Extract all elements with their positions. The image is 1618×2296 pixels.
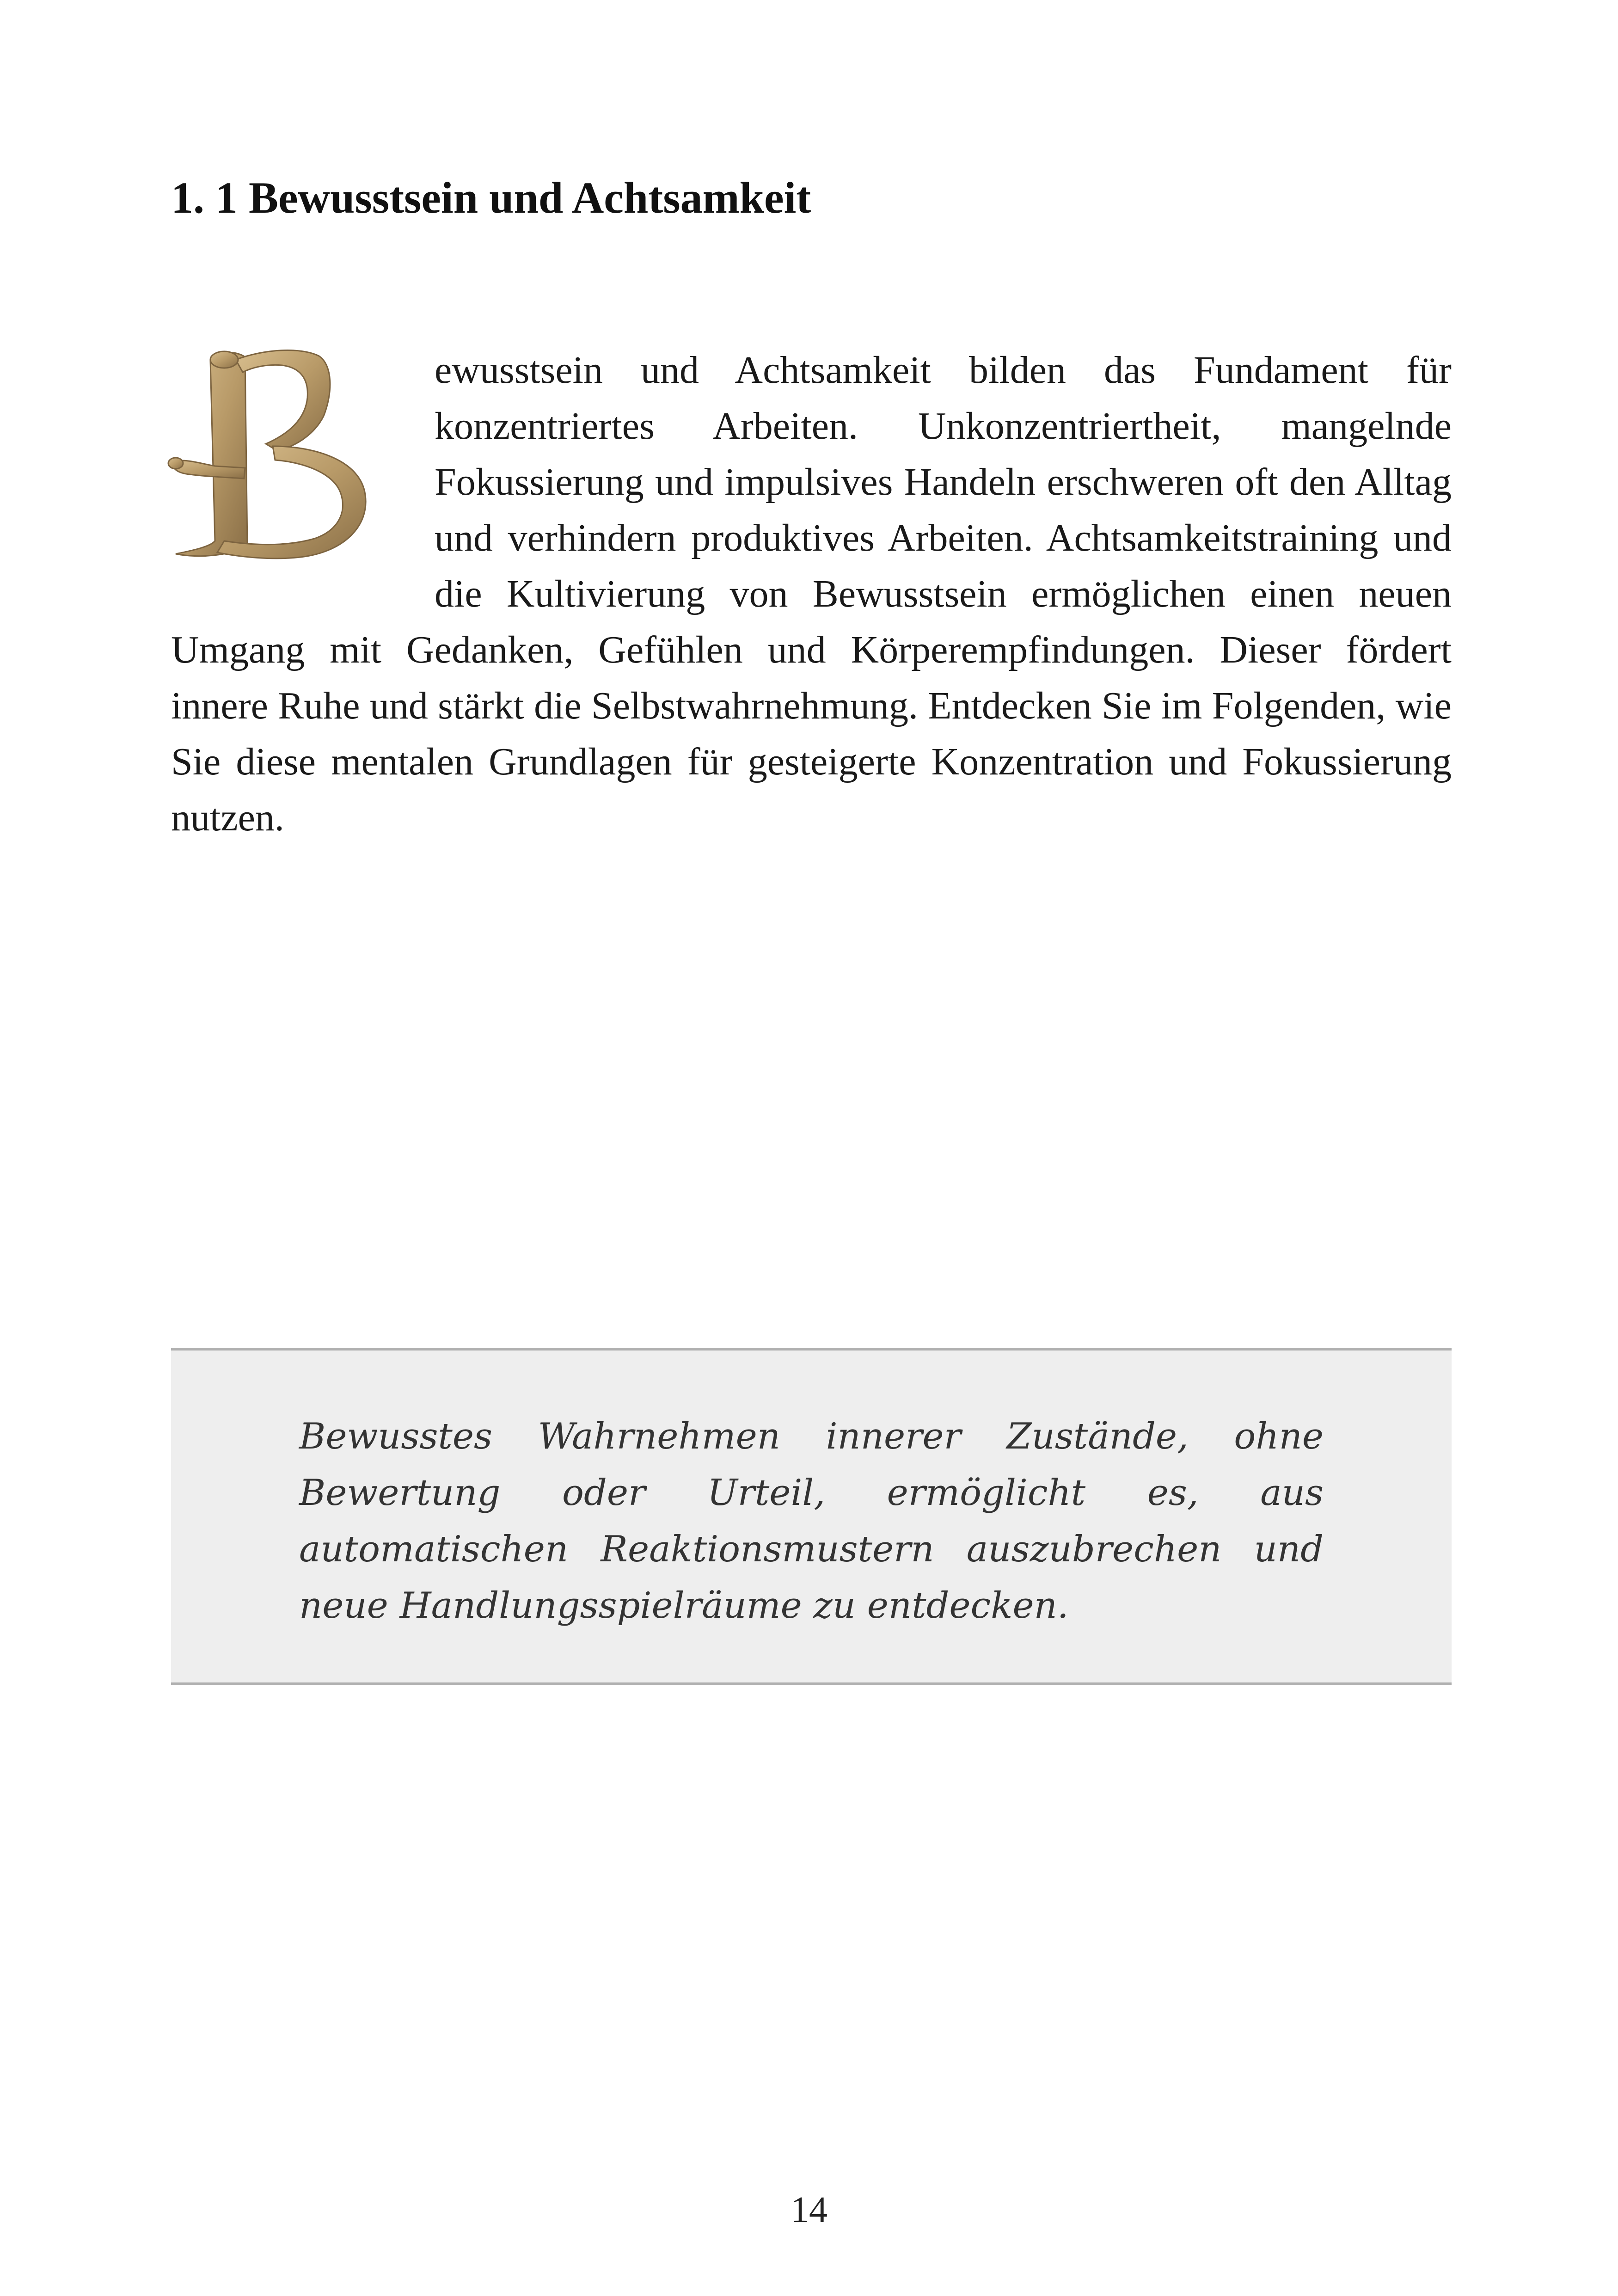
quote-box <box>171 1348 1452 1685</box>
intro-paragraph <box>171 342 1452 846</box>
intro-paragraph-text: ewusstsein und Achtsamkeit bilden das Fundament für konzentriertes Arbeiten. Unkonzentriertheit, mangelnde Fokussierung und impulsives Handeln erschweren oft den Alltag und verhindern produktives Arbeiten. Achtsamkeitstraining und die Kultivierung von Bewusstsein ermöglichen einen neuen Umgang mit Gedanken, Gefühlen und Körperempfindungen. Dieser fördert innere Ruhe und stärkt die Selbstwahrnehmung. Entdecken Sie im Folgenden, wie Sie diese mentalen Grundlagen für gesteigerte Konzentration und Fokussierung nutzen. <box>171 349 1452 839</box>
drop-cap-b-figure <box>166 347 411 564</box>
drop-cap-letter-image <box>166 347 425 571</box>
page-number: 14 <box>791 2190 827 2230</box>
section-heading: 1. 1 Bewusstsein und Achtsamkeit <box>171 173 811 222</box>
quote-text: Bewusstes Wahrnehmen innerer Zustände, ohne Bewertung oder Urteil, ermöglicht es, aus automatischen Reaktionsmustern auszubrechen und neue Handlungsspielräume zu entdecken. <box>299 1416 1324 1627</box>
